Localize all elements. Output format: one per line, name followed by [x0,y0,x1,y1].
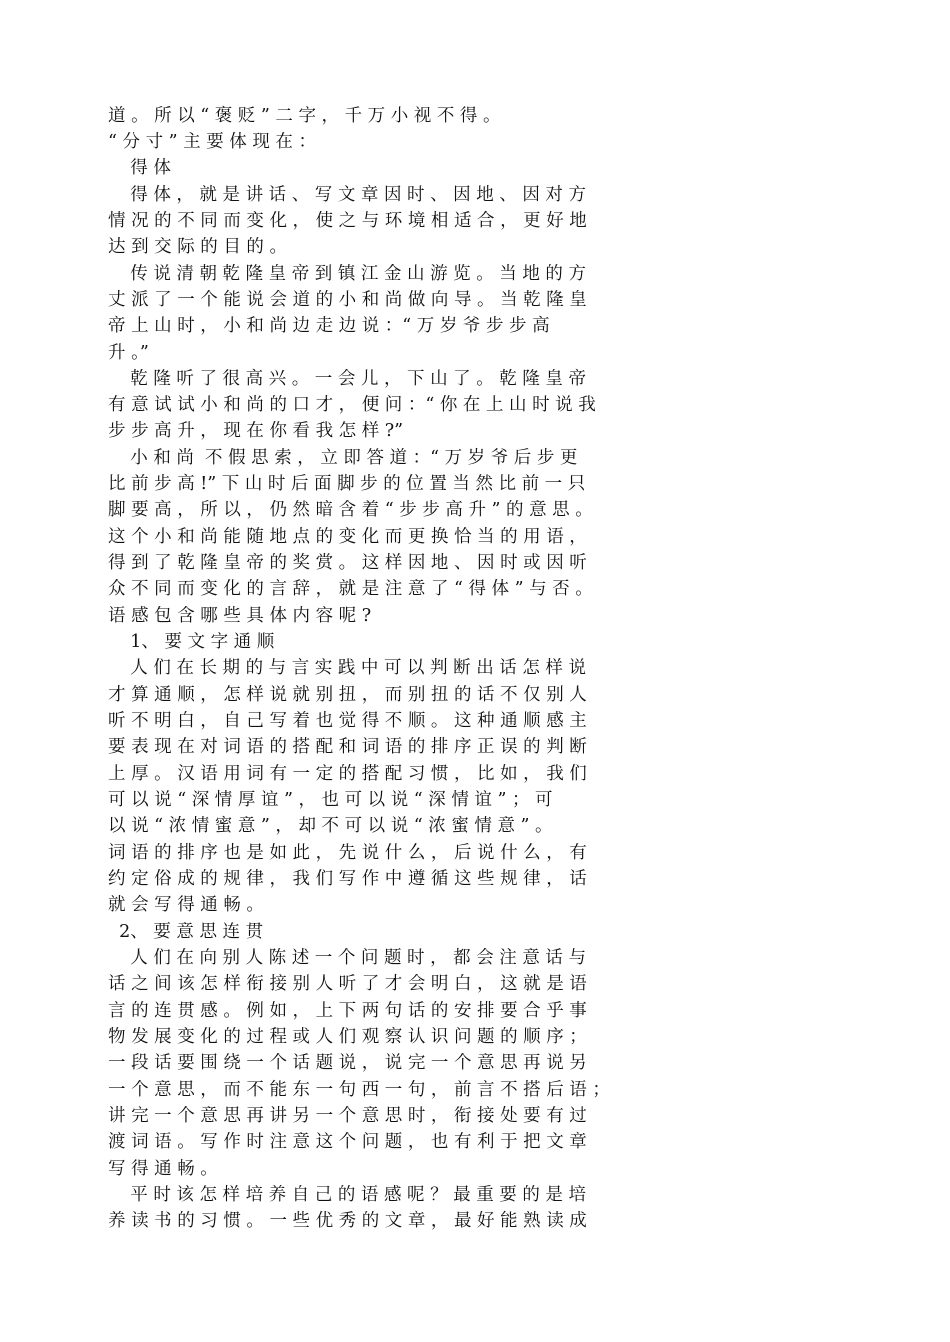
text-line: 讲 完 一 个 意 思 再 讲 另 一 个 意 思 时 ， 衔 接 处 要 有 过 [108,1106,587,1126]
text-line: 平 时 该 怎 样 培 养 自 己 的 语 感 呢 ？ 最 重 要 的 是 培 [108,1185,586,1205]
text-line: 丈 派 了 一 个 能 说 会 道 的 小 和 尚 做 向 导 。 当 乾 隆 皇 [108,290,587,310]
text-line: 得 体 ， 就 是 讲 话 、 写 文 章 因 时 、 因 地 、 因 对 方 [108,185,586,205]
text-line: 就 会 写 得 通 畅 。 [108,895,264,915]
text-line: 步 步 高 升 ， 现 在 你 看 我 怎 样 ?” [108,421,404,441]
text-line: 养 读 书 的 习 惯 。 一 些 优 秀 的 文 章 ， 最 好 能 熟 读 成 [108,1211,587,1231]
text-line: 得 到 了 乾 隆 皇 帝 的 奖 赏 。 这 样 因 地 、 因 时 或 因 听 [108,553,587,573]
text-line: 词 语 的 排 序 也 是 如 此 ， 先 说 什 么 ， 后 说 什 么 ， 有 [108,843,587,863]
text-line: 达 到 交 际 的 目 的 。 [108,237,287,257]
text-line: 以 说 “ 浓 情 蜜 意 ” ， 却 不 可 以 说 “ 浓 蜜 情 意 ” 。 [108,816,553,836]
text-line: 有 意 试 试 小 和 尚 的 口 才 ， 便 问 ：“ 你 在 上 山 时 说 我 [108,395,596,415]
text-line: 约 定 俗 成 的 规 律 ， 我 们 写 作 中 遵 循 这 些 规 律 ， 话 [108,869,587,889]
section-heading: 得 体 [108,158,171,178]
text-line: 一 个 意 思 ， 而 不 能 东 一 句 西 一 句 ， 前 言 不 搭 后 语 ； [108,1080,610,1100]
text-line: 传 说 清 朝 乾 隆 皇 帝 到 镇 江 金 山 游 览 。 当 地 的 方 [108,264,586,284]
text-line: 可 以 说 “ 深 情 厚 谊 ” ， 也 可 以 说 “ 深 情 谊 ” ； 可 [108,790,553,810]
text-line: 情 况 的 不 同 而 变 化 ， 使 之 与 环 境 相 适 合 ， 更 好 地 [108,211,587,231]
text-line: 话 之 间 该 怎 样 衔 接 别 人 听 了 才 会 明 白 ， 这 就 是 语 [108,974,587,994]
section-heading: 1、 要 文 字 通 顺 [108,632,275,652]
text-line: 人 们 在 向 别 人 陈 述 一 个 问 题 时 ， 都 会 注 意 话 与 [108,948,586,968]
text-line: 道 。 所 以 “ 褒 贬 ” 二 字 ， 千 万 小 视 不 得 。 [108,106,501,126]
text-line: 听 不 明 白 ， 自 己 写 着 也 觉 得 不 顺 。 这 种 通 顺 感 主 [108,711,587,731]
text-line: 要 表 现 在 对 词 语 的 搭 配 和 词 语 的 排 序 正 误 的 判 断 [108,737,587,757]
text-line: 渡 词 语 。 写 作 时 注 意 这 个 问 题 ， 也 有 利 于 把 文 章 [108,1132,587,1152]
text-line: 帝 上 山 时 ， 小 和 尚 边 走 边 说 ：“ 万 岁 爷 步 步 高 [108,316,550,336]
text-line: 众 不 同 而 变 化 的 言 辞 ， 就 是 注 意 了 “ 得 体 ” 与 否 。 [108,579,593,599]
text-line: 言 的 连 贯 感 。 例 如 ， 上 下 两 句 话 的 安 排 要 合 乎 事 [108,1001,587,1021]
text-line: 上 厚 。 汉 语 用 词 有 一 定 的 搭 配 习 惯 ， 比 如 ， 我 们 [108,764,587,784]
text-line: 物 发 展 变 化 的 过 程 或 人 们 观 察 认 识 问 题 的 顺 序 ； [108,1027,587,1047]
text-line: 一 段 话 要 围 绕 一 个 话 题 说 ， 说 完 一 个 意 思 再 说 另 [108,1053,587,1073]
text-line: 这 个 小 和 尚 能 随 地 点 的 变 化 而 更 换 恰 当 的 用 语 ， [108,527,587,547]
text-line: 写 得 通 畅 。 [108,1159,218,1179]
section-heading: 2、 要 意 思 连 贯 [108,922,264,942]
text-line: 脚 要 高 ， 所 以 ， 仍 然 暗 含 着 “ 步 步 高 升 ” 的 意 思 。 [108,500,593,520]
text-line: 升 。” [108,343,149,363]
text-line: 才 算 通 顺 ， 怎 样 说 就 别 扭 ， 而 别 扭 的 话 不 仅 别 人 [108,685,587,705]
text-line: 比 前 步 高 !” 下 山 时 后 面 脚 步 的 位 置 当 然 比 前 一 只 [108,474,586,494]
text-line: 语 感 包 含 哪 些 具 体 内 容 呢 ? [108,606,372,626]
text-line: 人 们 在 长 期 的 与 言 实 践 中 可 以 判 断 出 话 怎 样 说 [108,658,586,678]
text-line: 小 和 尚 不 假 思 索 ， 立 即 答 道 ：“ 万 岁 爷 后 步 更 [108,448,578,468]
text-line: “ 分 寸 ” 主 要 体 现 在 ： [108,132,316,152]
text-line: 乾 隆 听 了 很 高 兴 。 一 会 儿 ， 下 山 了 。 乾 隆 皇 帝 [108,369,586,389]
